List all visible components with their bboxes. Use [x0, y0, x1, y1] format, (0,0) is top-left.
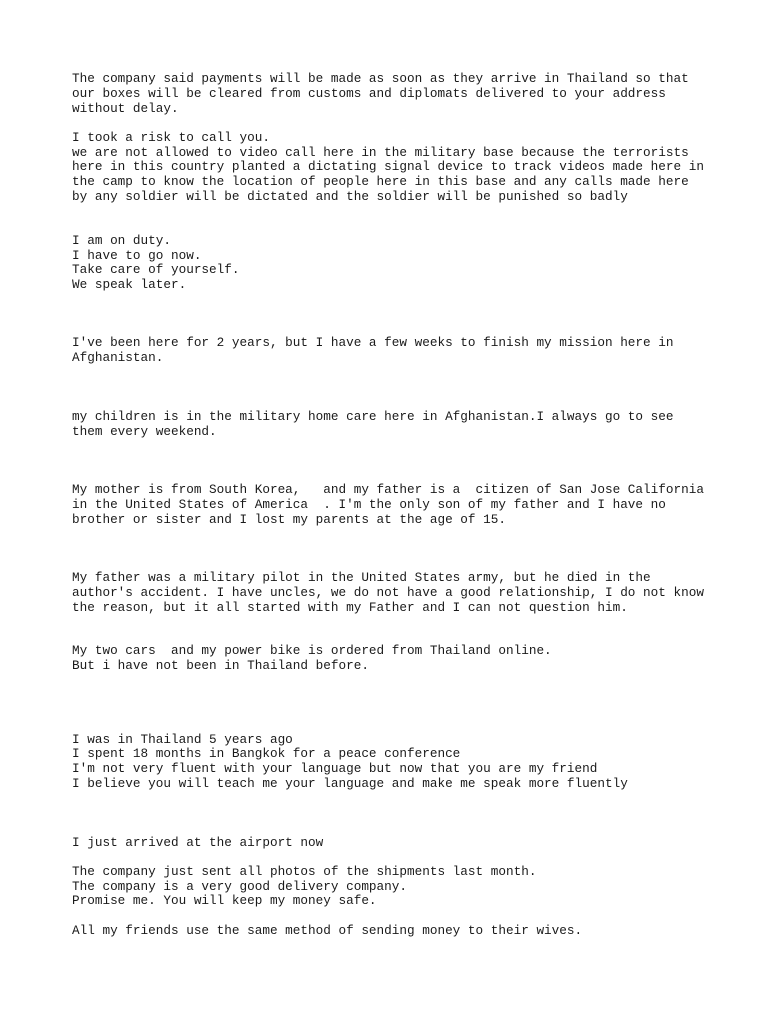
p12-line-1: All my friends use the same method of sending money to their wives. — [72, 923, 583, 938]
p3-line-1: I am on duty. — [72, 233, 171, 248]
p11-line-1: The company just sent all photos of the shipments last month. — [72, 864, 537, 879]
p2-line-4: the camp to know the location of people here in this base and any calls made here — [72, 174, 689, 189]
p3-line-2: I have to go now. — [72, 248, 202, 263]
p9-line-2: I spent 18 months in Bangkok for a peace conference — [72, 746, 461, 761]
p9-line-1: I was in Thailand 5 years ago — [72, 732, 293, 747]
p2-line-5: by any soldier will be dictated and the soldier will be punished so badly — [72, 189, 628, 204]
p3-line-4: We speak later. — [72, 277, 187, 292]
p4-line-2: Afghanistan. — [72, 350, 164, 365]
p4-line-1: I've been here for 2 years, but I have a few weeks to finish my mission here in — [72, 335, 674, 350]
p5-line-1: my children is in the military home care here in Afghanistan.I always go to see — [72, 409, 674, 424]
p2-line-3: here in this country planted a dictating signal device to track videos made here in — [72, 159, 704, 174]
p11-line-3: Promise me. You will keep my money safe. — [72, 893, 377, 908]
p3-line-3: Take care of yourself. — [72, 262, 240, 277]
p2-line-1: I took a risk to call you. — [72, 130, 270, 145]
p7-line-3: the reason, but it all started with my Father and I can not question him. — [72, 600, 628, 615]
p6-line-3: brother or sister and I lost my parents at the age of 15. — [72, 512, 506, 527]
p9-line-3: I'm not very fluent with your language but now that you are my friend — [72, 761, 598, 776]
p7-line-2: author's accident. I have uncles, we do not have a good relationship, I do not know — [72, 585, 704, 600]
p10-line-1: I just arrived at the airport now — [72, 835, 324, 850]
p5-line-2: them every weekend. — [72, 424, 217, 439]
p8-line-2: But i have not been in Thailand before. — [72, 658, 369, 673]
p1-line-3: without delay. — [72, 101, 179, 116]
p8-line-1: My two cars and my power bike is ordered from Thailand online. — [72, 643, 552, 658]
p6-line-1: My mother is from South Korea, and my father is a citizen of San Jose California — [72, 482, 704, 497]
p6-line-2: in the United States of America . I'm the only son of my father and I have no — [72, 497, 666, 512]
p1-line-2: our boxes will be cleared from customs and diplomats delivered to your address — [72, 86, 666, 101]
p9-line-4: I believe you will teach me your language and make me speak more fluently — [72, 776, 628, 791]
p7-line-1: My father was a military pilot in the United States army, but he died in the — [72, 570, 651, 585]
p11-line-2: The company is a very good delivery company. — [72, 879, 408, 894]
p1-line-1: The company said payments will be made as soon as they arrive in Thailand so that — [72, 71, 689, 86]
p2-line-2: we are not allowed to video call here in the military base because the terrorists — [72, 145, 689, 160]
